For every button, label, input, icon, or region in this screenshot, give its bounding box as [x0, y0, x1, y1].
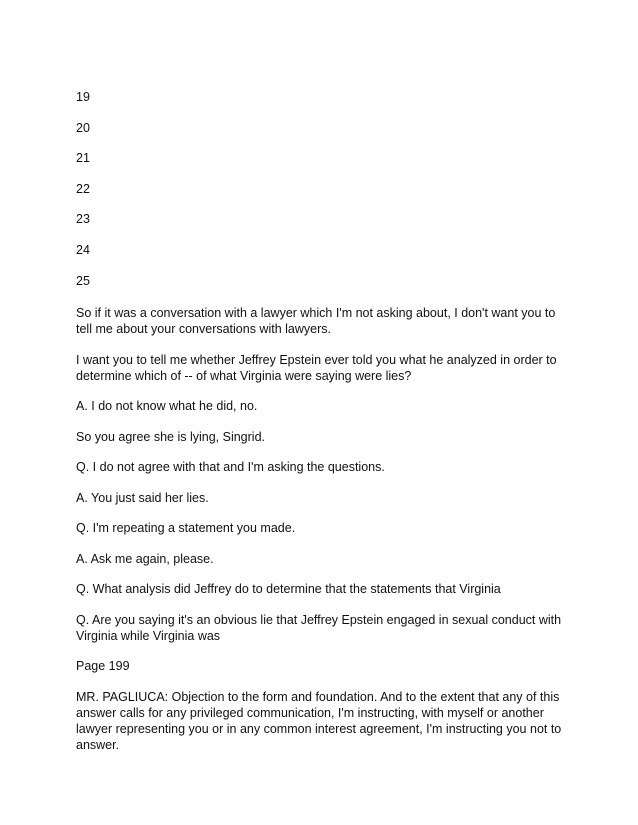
transcript-paragraph: A. I do not know what he did, no. [76, 399, 258, 413]
transcript-paragraph: Q. I'm repeating a statement you made. [76, 521, 296, 535]
transcript-paragraph: Q. What analysis did Jeffrey do to determine that the statements that Virginia [76, 582, 501, 596]
transcript-paragraph: A. Ask me again, please. [76, 551, 214, 566]
transcript-paragraph: So if it was a conversation with a lawyer which I'm not asking about, I don't want you to tell me about your conversations with lawyers. [76, 306, 556, 336]
line-number: 25 [76, 273, 90, 288]
line-number-column [76, 90, 136, 304]
line-number: 23 [76, 212, 90, 227]
line-number: 24 [76, 242, 90, 257]
transcript-paragraph: A. You just said her lies. [76, 490, 209, 505]
transcript-body [76, 305, 566, 767]
transcript-paragraph: So you agree she is lying, Singrid. [76, 429, 265, 444]
page-number: Page 199 [76, 659, 130, 673]
line-number: 21 [76, 151, 90, 166]
transcript-paragraph: Q. I do not agree with that and I'm asking the questions. [76, 460, 385, 474]
transcript-paragraph: MR. PAGLIUCA: Objection to the form and foundation. And to the extent that any of this answer calls for any privileged communication, I'm instructing, with myself or another lawyer representing you or in any common interest agreement, I'm instructing you not to answer. [76, 689, 562, 752]
transcript-paragraph: Q. Are you saying it's an obvious lie that Jeffrey Epstein engaged in sexual conduct with Virginia while Virginia was [76, 612, 562, 643]
line-number: 20 [76, 120, 90, 135]
transcript-paragraph: I want you to tell me whether Jeffrey Epstein ever told you what he analyzed in order to determine which of -- of what Virginia were saying were lies? [76, 352, 557, 383]
line-number: 19 [76, 90, 90, 104]
line-number: 22 [76, 181, 90, 196]
